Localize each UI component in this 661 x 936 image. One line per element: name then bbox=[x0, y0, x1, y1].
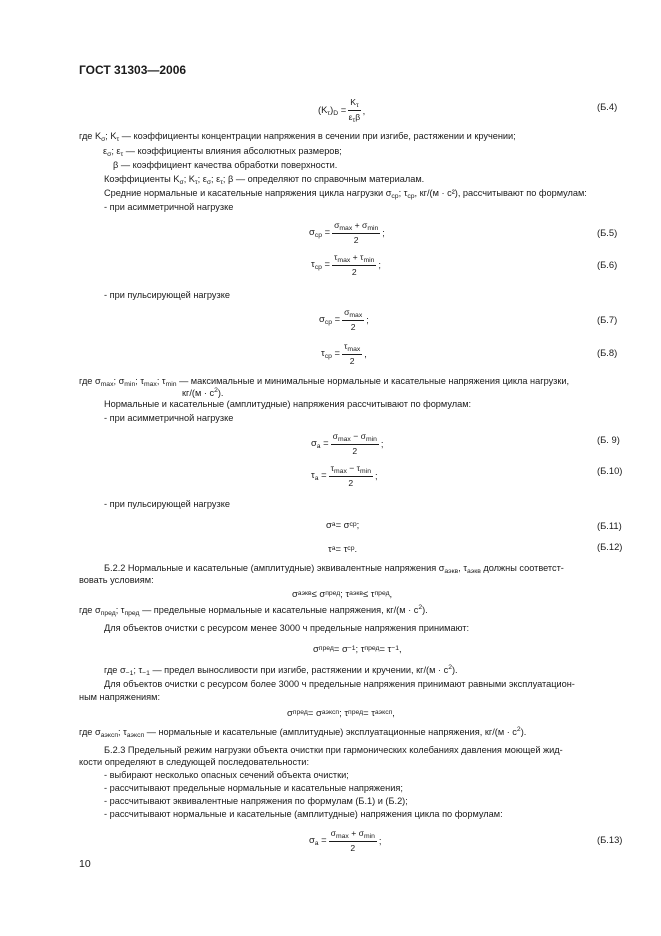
document-header: ГОСТ 31303—2006 bbox=[79, 63, 187, 77]
more-3000-text-2: ным напряжениям: bbox=[79, 692, 160, 702]
limit-equation-2: σ пред = σ аэксп ; τ пред = τ аэксп , bbox=[287, 707, 395, 718]
section-b22-line1: Б.2.2 Нормальные и касательные (амплитудные) эквивалентные напряжения $\sigma_{аэкв}$, $\tau_{аэкв}$ должны соответст- bbox=[104, 563, 564, 575]
equation-number: (Б.11) bbox=[597, 520, 622, 531]
list-item: - рассчитывают нормальные и касательные (амплитудные) напряжения цикла по формулам: bbox=[104, 809, 503, 819]
where-max-min-unit: $кг/(м \cdot с^2)$. bbox=[182, 387, 224, 398]
list-item: - рассчитывают предельные нормальные и касательные напряжения; bbox=[104, 783, 403, 793]
section-b23-line2: кости определяют в следующей последовательности: bbox=[79, 757, 309, 767]
equation-number: (Б.6) bbox=[597, 259, 618, 270]
equation-b9: $\sigma_а$ = $\frac{\sigma_{max} - \sigma_{min}}{2}$ ; bbox=[311, 431, 384, 456]
equation-b13: $\sigma_а$ = $\frac{\sigma_{max} + \sigma_{min}}{2}$ ; bbox=[309, 828, 382, 853]
where-limit: где $\sigma_{пред}$; $\tau_{пред}$ — предельные нормальные и касательные напряжения, $кг/(м \cdot с^2)$. bbox=[79, 604, 428, 617]
where-epsilon: $\varepsilon_\sigma$; $\varepsilon_\tau$ — коэффициенты влияния абсолютных размеров; bbox=[103, 146, 342, 158]
equation-number: (Б.8) bbox=[597, 347, 618, 358]
equation-b12: τ а = τ ср . bbox=[328, 543, 358, 554]
equation-b11: σ а = σ ср ; bbox=[326, 519, 360, 530]
pulse-load-1: - при пульсирующей нагрузке bbox=[104, 290, 230, 300]
mean-stress-intro: Средние нормальные и касательные напряжения цикла нагрузки $\sigma_{ср}$; $\tau_{ср}$, кг/(м · с²), рассчитывают по формулам: bbox=[104, 188, 587, 200]
where-kappa: где $K_\sigma$; $K_\tau$ — коэффициенты концентрации напряжения в сечении при изгибе, растяжении и кручении; bbox=[79, 131, 516, 143]
where-endurance: где $\sigma_{-1}$; $\tau_{-1}$ — предел выносливости при изгибе, растяжении и кручении, $кг/(м \cdot с^2)$. bbox=[104, 664, 458, 677]
equation-b5: $\sigma_{ср}$ = $\frac{\sigma_{max} + \sigma_{min}}{2}$ ; bbox=[309, 220, 385, 245]
list-item: - выбирают несколько опасных сечений объекта очистки; bbox=[104, 770, 349, 780]
equation-number: (Б.4) bbox=[597, 101, 618, 112]
more-3000-text: Для объектов очистки с ресурсом более 3000 ч предельные напряжения принимают равными эксплуатацион- bbox=[104, 679, 575, 689]
condition-equation: σ аэкв ≤ σ пред ; τ аэкв ≤ τ пред , bbox=[292, 588, 393, 599]
page-number: 10 bbox=[79, 858, 91, 870]
equation-number: (Б.12) bbox=[597, 541, 623, 552]
limit-equation-1: σ пред = σ −1 ; τ пред = τ −1 , bbox=[313, 643, 402, 654]
amplitude-intro: Нормальные и касательные (амплитудные) напряжения рассчитывают по формулам: bbox=[104, 399, 472, 409]
list-item: - рассчитывают эквивалентные напряжения по формулам (Б.1) и (Б.2); bbox=[104, 796, 408, 806]
equation-number: (Б. 9) bbox=[597, 434, 620, 445]
equation-number: (Б.10) bbox=[597, 465, 623, 476]
coeff-source: Коэффициенты $K_\sigma$; $K_\tau$; $\varepsilon_\sigma$; $\varepsilon_\tau$; β — определяют по справочным материалам. bbox=[104, 174, 425, 186]
equation-b4: $(K_\tau)_D$ = $\frac{K_\tau}{\varepsilon_\tau\beta}$ , bbox=[318, 97, 366, 124]
equation-number: (Б.5) bbox=[597, 227, 618, 238]
equation-number: (Б.7) bbox=[597, 314, 618, 325]
equation-b8: $\tau_{ср}$ = $\frac{\tau_{max}}{2}$ , bbox=[321, 341, 367, 366]
equation-b7: $\sigma_{ср}$ = $\frac{\sigma_{max}}{2}$ ; bbox=[319, 307, 369, 332]
equation-b6: $\tau_{ср}$ = $\frac{\tau_{max} + \tau_{min}}{2}$ ; bbox=[311, 252, 382, 277]
where-exploitation: где $\sigma_{аэксп}$; $\tau_{аэксп}$ — нормальные и касательные (амплитудные) эксплуатационные напряжения, $кг/(м \cdot с^2)$. bbox=[79, 726, 527, 739]
section-b22-line2: вовать условиям: bbox=[79, 575, 154, 585]
where-beta: β — коэффициент качества обработки поверхности. bbox=[113, 160, 338, 170]
asym-load-2: - при асимметричной нагрузке bbox=[104, 413, 234, 423]
section-b23-line1: Б.2.3 Предельный режим нагрузки объекта очистки при гармонических колебаниях давления моющей жид- bbox=[104, 745, 563, 755]
where-max-min: где $\sigma_{max}$; $\sigma_{min}$; $\tau_{max}$; $\tau_{min}$ — максимальные и минимальные нормальные и касательные напряжения цикла нагрузки, bbox=[79, 376, 570, 388]
pulse-load-2: - при пульсирующей нагрузке bbox=[104, 499, 230, 509]
asym-load-1: - при асимметричной нагрузке bbox=[104, 202, 234, 212]
equation-b10: $\tau_а$ = $\frac{\tau_{max} - \tau_{min}}{2}$ ; bbox=[311, 463, 378, 488]
less-3000-text: Для объектов очистки с ресурсом менее 3000 ч предельные напряжения принимают: bbox=[104, 623, 470, 633]
equation-number: (Б.13) bbox=[597, 834, 623, 845]
